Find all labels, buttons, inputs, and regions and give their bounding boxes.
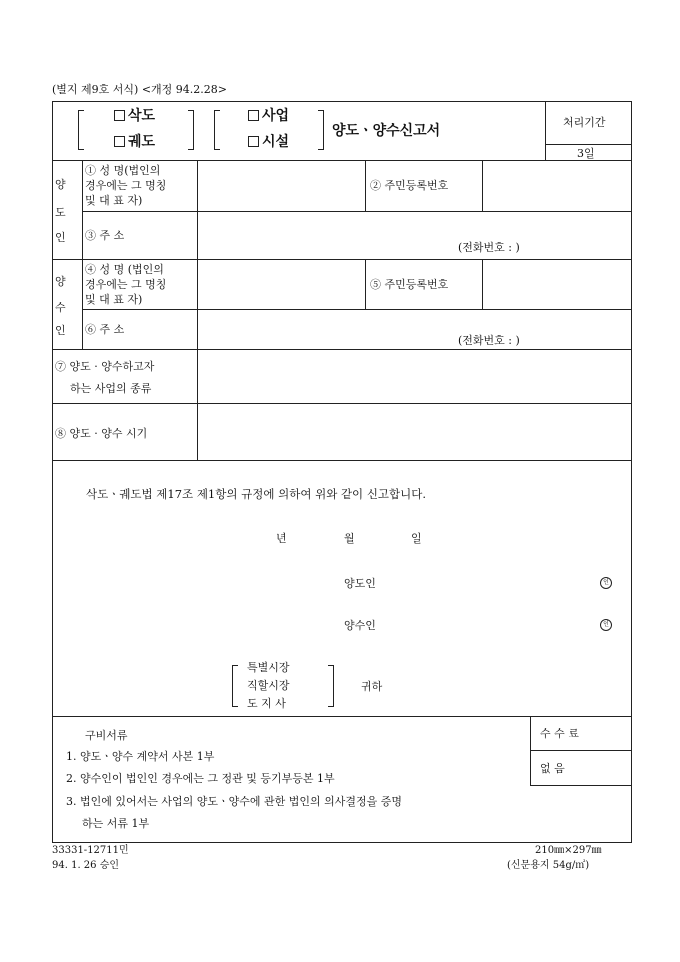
transferor-reg-field[interactable] [484, 162, 628, 209]
processing-period-label: 처리기간 [563, 116, 606, 129]
paper-type: (신문용지 54g/㎡) [507, 860, 590, 871]
form-title: 양도ㆍ양수신고서 [332, 123, 441, 139]
document-item-3: 3. 법인에 있어서는 사업의 양도ㆍ양수에 관한 법인의 의사결정을 증명 [66, 795, 402, 808]
checkbox-icon[interactable] [248, 110, 259, 121]
recipient-1: 특별시장 [247, 661, 290, 674]
transferor-side-2: 도 [55, 206, 66, 219]
transferee-name-field[interactable] [199, 261, 363, 307]
transferee-side-2: 수 [55, 301, 66, 314]
business-type-label-1: ⑦ 양도 · 양수하고자 [55, 360, 155, 373]
transferee-name-label-3: 및 대 표 자) [85, 293, 143, 306]
paper-size: 210㎜×297㎜ [535, 845, 602, 856]
recipient-2: 직할시장 [247, 679, 290, 692]
date-day-label: 일 [411, 532, 422, 545]
document-item-1: 1. 양도ㆍ양수 계약서 사본 1부 [66, 750, 215, 763]
transferor-side-1: 양 [55, 178, 66, 191]
date-year-label: 년 [276, 532, 287, 545]
fee-label: 수 수 료 [540, 727, 579, 740]
form-header-note: (별지 제9호 서식) <개정 94.2.28> [52, 83, 227, 96]
transferee-name-label-1: ④ 성 명 (법인의 [85, 263, 164, 276]
transferor-name-label-2: 경우에는 그 명칭 [85, 179, 167, 192]
transferor-name-label-3: 및 대 표 자) [85, 194, 143, 207]
checkbox-cableway[interactable]: 삭도 [114, 109, 155, 123]
documents-title: 구비서류 [85, 729, 128, 742]
transferor-reg-label: ② 주민등록번호 [370, 179, 449, 192]
transferor-sign-label: 양도인 [344, 577, 376, 590]
transferee-side-1: 양 [55, 275, 66, 288]
checkbox-icon[interactable] [248, 136, 259, 147]
business-type-label-2: 하는 사업의 종류 [70, 382, 152, 395]
transferee-phone-label: (전화번호 : ) [458, 334, 520, 347]
honorific: 귀하 [361, 680, 383, 693]
checkbox-icon[interactable] [114, 110, 125, 121]
date-month-label: 월 [344, 532, 355, 545]
document-item-3-cont: 하는 서류 1부 [82, 817, 150, 830]
transferee-reg-label: ⑤ 주민등록번호 [370, 278, 449, 291]
approval-date: 94. 1. 26 승인 [52, 860, 120, 871]
transferor-phone-label: (전화번호 : ) [458, 241, 520, 254]
transferee-name-label-2: 경우에는 그 명칭 [85, 278, 167, 291]
checkbox-icon[interactable] [114, 136, 125, 147]
seal-icon: 인 [600, 577, 612, 589]
transferee-side-3: 인 [55, 324, 66, 337]
transferor-addr-field[interactable] [199, 213, 628, 257]
checkbox-track[interactable]: 궤도 [114, 135, 155, 149]
seal-icon: 인 [600, 619, 612, 631]
transferee-addr-field[interactable] [199, 311, 628, 347]
transferee-reg-field[interactable] [484, 261, 628, 307]
checkbox-business[interactable]: 사업 [248, 109, 289, 123]
recipient-3: 도 지 사 [247, 697, 286, 710]
transfer-time-field[interactable] [199, 405, 628, 458]
business-type-field[interactable] [199, 351, 628, 401]
fee-value: 없 음 [540, 762, 565, 775]
transferor-addr-label: ③ 주 소 [85, 229, 125, 242]
document-item-2: 2. 양수인이 법인인 경우에는 그 정관 및 등기부등본 1부 [66, 772, 335, 785]
transferee-addr-label: ⑥ 주 소 [85, 323, 125, 336]
transferee-sign-label: 양수인 [344, 619, 376, 632]
transfer-time-label: ⑧ 양도 · 양수 시기 [55, 427, 148, 440]
form-code: 33331-12711민 [52, 845, 129, 856]
transferor-side-3: 인 [55, 231, 66, 244]
declaration-statement: 삭도ㆍ궤도법 제17조 제1항의 규정에 의하여 위와 같이 신고합니다. [86, 487, 427, 501]
processing-period-value: 3일 [577, 147, 595, 160]
transferor-name-label-1: ① 성 명(법인의 [85, 164, 161, 177]
transferor-name-field[interactable] [199, 162, 363, 209]
checkbox-facility[interactable]: 시설 [248, 135, 289, 149]
